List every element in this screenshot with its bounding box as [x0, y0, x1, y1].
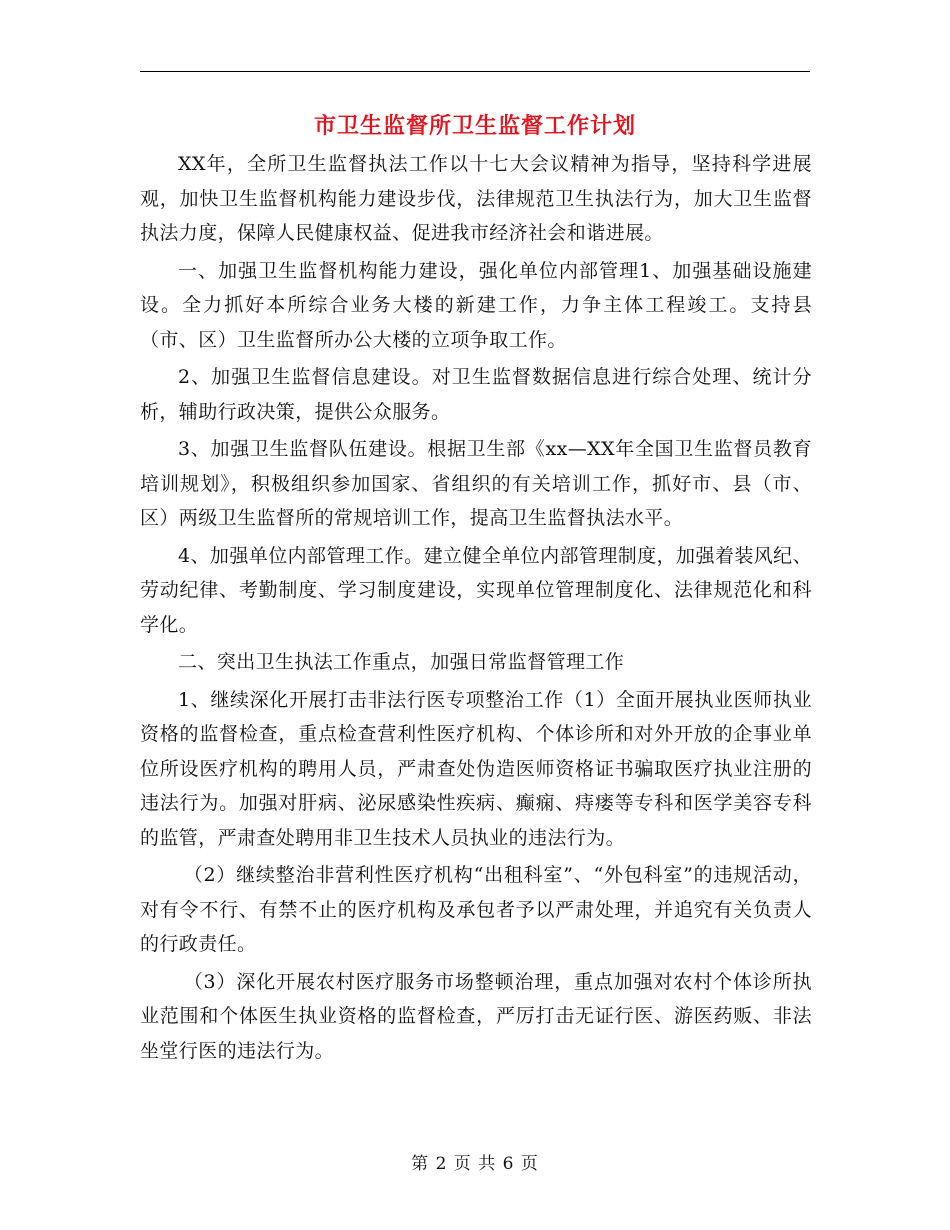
paragraph-item-4: 4、加强单位内部管理工作。建立健全单位内部管理制度，加强着装风纪、劳动纪律、考勤制度、学习制度建设，实现单位管理制度化、法律规范化和科学化。	[140, 544, 812, 636]
paragraph-item-2: 2、加强卫生监督信息建设。对卫生监督数据信息进行综合处理、统计分析，辅助行政决策，提供公众服务。	[140, 366, 812, 423]
paragraph-subitem-2: （2）继续整治非营利性医疗机构“出租科室”、“外包科室”的违规活动，对有令不行、有禁不止的医疗机构及承包者予以严肃处理，并追究有关负责人的行政责任。	[140, 864, 812, 955]
header-rule	[140, 71, 810, 72]
paragraph-section-2: 二、突出卫生执法工作重点，加强日常监督管理工作	[178, 651, 625, 673]
paragraph-section-1: 一、加强卫生监督机构能力建设，强化单位内部管理1、加强基础设施建设。全力抓好本所综合业务大楼的新建工作，力争主体工程竣工。支持县（市、区）卫生监督所办公大楼的立项争取工作。	[140, 259, 812, 351]
paragraph-subitem-3: （3）深化开展农村医疗服务市场整顿治理，重点加强对农村个体诊所执业范围和个体医生执业资格的监督检查，严厉打击无证行医、游医药贩、非法坐堂行医的违法行为。	[140, 970, 812, 1062]
document-title: 市卫生监督所卫生监督工作计划	[313, 113, 636, 139]
page-number: 第 2 页 共 6 页	[411, 1154, 539, 1174]
paragraph-item-1-illegal-practice: 1、继续深化开展打击非法行医专项整治工作（1）全面开展执业医师执业资格的监督检查，重点检查营利性医疗机构、个体诊所和对外开放的企事业单位所设医疗机构的聘用人员，严肃查处伪造医师资格证书骗取医疗执业注册的违法行为。加强对肝病、泌尿感染性疾病、癫痫、痔瘘等专科和医学美容专科的监管，严肃查处聘用非卫生技术人员执业的违法行为。	[140, 688, 812, 849]
document-body	[140, 147, 812, 1071]
paragraph-intro: XX年，全所卫生监督执法工作以十七大会议精神为指导，坚持科学进展观，加快卫生监督机构能力建设步伐，法律规范卫生执法行为，加大卫生监督执法力度，保障人民健康权益、促进我市经济社会和谐进展。	[140, 153, 812, 244]
paragraph-item-3: 3、加强卫生监督队伍建设。根据卫生部《xx—XX年全国卫生监督员教育培训规划》，积极组织参加国家、省组织的有关培训工作，抓好市、县（市、区）两级卫生监督所的常规培训工作，提高卫生监督执法水平。	[140, 438, 812, 529]
